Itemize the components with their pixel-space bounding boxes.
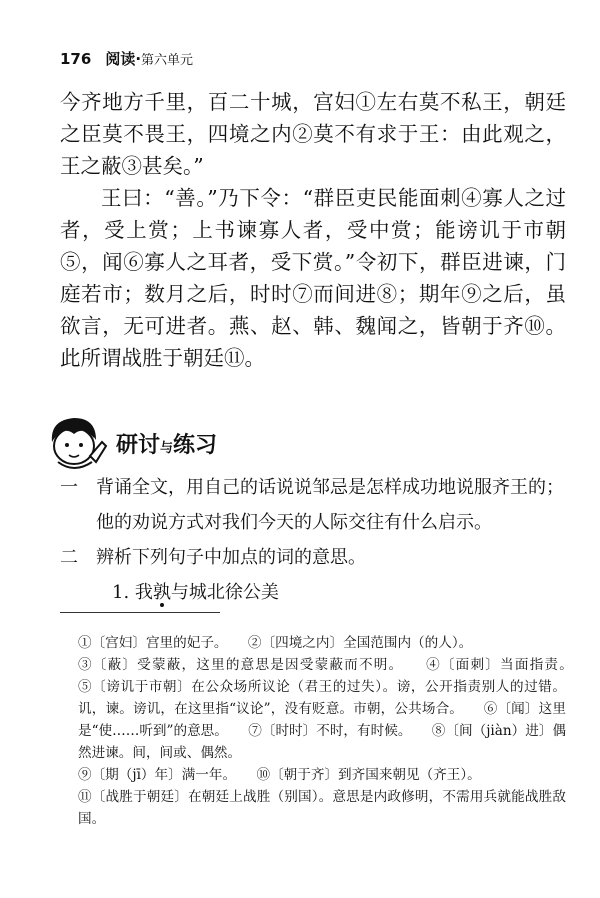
footnotes <box>78 632 594 830</box>
section-title <box>116 428 217 459</box>
header-separator: · <box>135 50 142 68</box>
footnote: ⑪〔战胜于朝廷〕在朝廷上战胜（别国）。意思是内政修明，不需用兵就能战胜敌国。 <box>78 789 566 827</box>
exercise-1 <box>60 470 570 505</box>
cartoon-child-icon <box>44 412 110 474</box>
dotted-word: 孰 <box>152 582 171 603</box>
title-conjunction: 与 <box>160 441 174 456</box>
main-text <box>60 86 566 374</box>
paragraph: 今齐地方千里，百二十城，宫妇①左右莫不私王，朝廷之臣莫不畏王，四境之内②莫不有求于王：由此观之，王之蔽③甚矣。” <box>60 90 566 178</box>
header-unit: 第六单元 <box>141 53 194 68</box>
exercise-label: 二 <box>60 547 78 568</box>
header-title: 阅读 <box>105 50 136 68</box>
page-number: 176 <box>60 50 92 68</box>
footnote: ③〔蔽〕受蒙蔽，这里的意思是因受蒙蔽而不明。 ④〔面刺〕当面指责。 ⑤〔谤讥于市朝〕在公众场所议论（君王的过失）。谤，公开指责别人的过错。讥，谏。谤讥，在这里指“议论”，没有贬意。市朝，公共场合。 ⑥〔闻〕这里是“使……听到”的意思。 ⑦〔时时〕不时，有时候。 ⑧〔间（jiàn）进〕偶然进谏。间，间或、偶然。 <box>78 657 594 761</box>
exercise-text: 背诵全文，用自己的话说说邹忌是怎样成功地说服齐王的； <box>96 477 564 498</box>
exercise-text: 他的劝说方式对我们今天的人际交往有什么启示。 <box>96 512 492 533</box>
footnote: ①〔宫妇〕宫里的妃子。 ②〔四境之内〕全国范围内（的人）。 <box>78 635 473 651</box>
footnote-divider <box>60 612 220 613</box>
exercise-item <box>60 575 570 610</box>
exercise-label: 一 <box>60 477 78 498</box>
exercise-text: 辨析下列句子中加点的词的意思。 <box>96 547 366 568</box>
footnote: ⑨〔期（jī）年〕满一年。 ⑩〔朝于齐〕到齐国来朝见（齐王）。 <box>78 767 481 783</box>
item-text: 1. 我 <box>112 582 153 603</box>
paragraph: 王曰：“善。”乃下令：“群臣吏民能面刺④寡人之过者，受上赏；上书谏寡人者，受中赏；能谤讥于市朝⑤，闻⑥寡人之耳者，受下赏。”令初下，群臣进谏，门庭若市；数月之后，时时⑦而间进⑧；期年⑨之后，虽欲言，无可进者。燕、赵、韩、魏闻之，皆朝于齐⑩。此所谓战胜于朝廷⑪。 <box>60 186 566 370</box>
title-part: 研讨 <box>116 433 161 458</box>
exercises <box>60 470 570 610</box>
section-heading <box>44 412 574 472</box>
item-text: 与城北徐公美 <box>170 582 279 603</box>
exercise-2 <box>60 540 570 575</box>
page-header <box>60 48 193 69</box>
title-part: 练习 <box>173 433 218 458</box>
